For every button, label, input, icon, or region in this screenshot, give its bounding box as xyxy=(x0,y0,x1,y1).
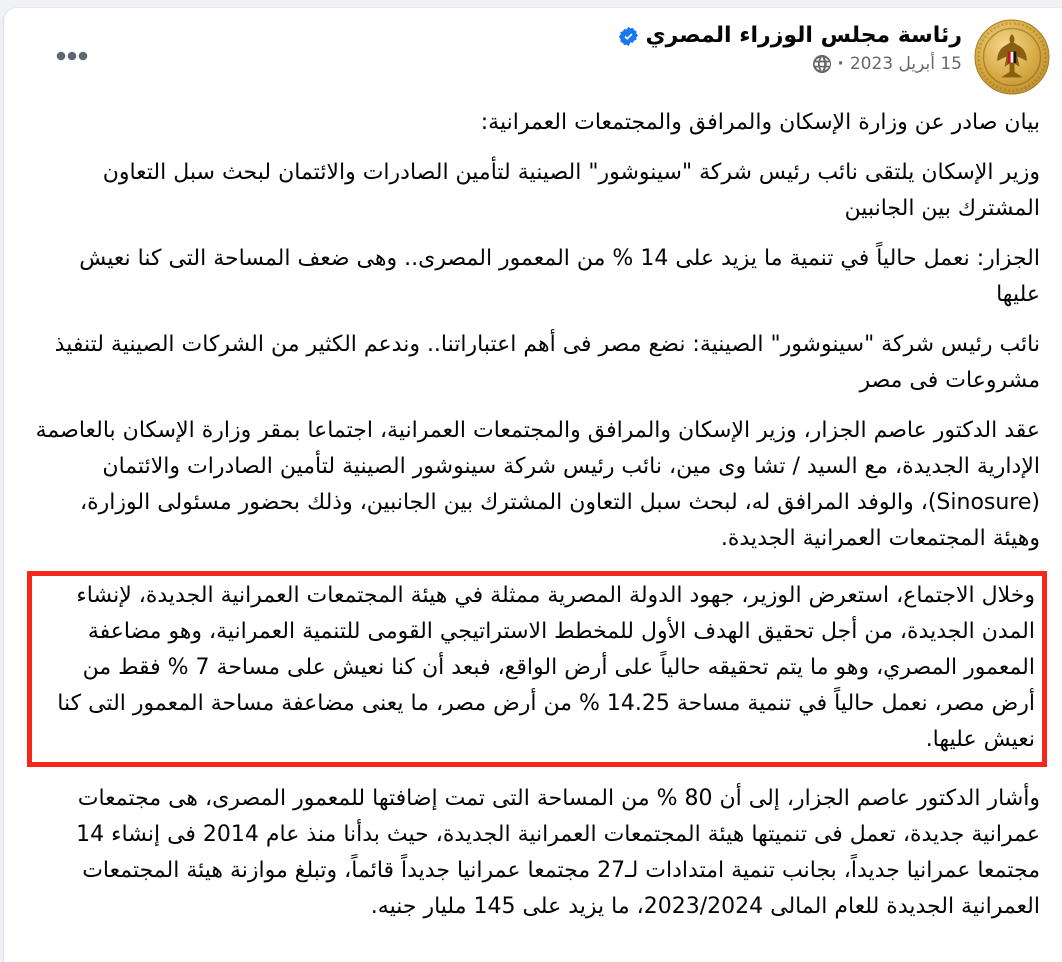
post-timestamp[interactable]: 15 أبريل 2023 xyxy=(849,53,962,74)
post-paragraph: نائب رئيس شركة "سينوشور" الصينية: نضع مصر فى أهم اعتباراتنا.. وندعم الكثير من الشركات الصينية لتنفيذ مشروعات فى مصر xyxy=(54,332,1040,393)
post-paragraph: وزير الإسكان يلتقى نائب رئيس شركة "سينوشور" الصينية لتأمين الصادرات والائتمان لبحث سبل التعاون المشترك بين الجانبين xyxy=(102,160,1040,221)
cabinet-emblem-icon xyxy=(974,19,1050,95)
more-options-icon xyxy=(56,51,88,61)
post-header xyxy=(4,8,1062,95)
highlighted-paragraph: وخلال الاجتماع، استعرض الوزير، جهود الدولة المصرية ممثلة في هيئة المجتمعات العمرانية الجديدة، لإنشاء المدن الجديدة، من أجل تحقيق الهدف الأول للمخطط الاستراتيجي القومى للتنمية العمرانية، وهو مضاعفة المعمور المصري، وهو ما يتم تحقيقه حالياً على أرض الواقع، فبعد أن كنا نعيش على مساحة 7 % فقط من أرض مصر، نعمل حالياً في تنمية مساحة 14.25 % من أرض مصر، ما يعنى مضاعفة مساحة المعمور التى كنا نعيش عليها. xyxy=(57,583,1035,752)
post-paragraph: وأشار الدكتور عاصم الجزار، إلى أن 80 % من المساحة التى تمت إضافتها للمعمور المصرى، هى مجتمعات عمرانية جديدة، تعمل فى تنميتها هيئة المجتمعات العمرانية الجديدة، حيث بدأنا منذ عام 2014 فى إنشاء 14 مجتمعا عمرانيا جديداً، بجانب تنمية امتدادات لـ27 مجتمعا عمرانيا جديداً قائماً، وتبلغ موازنة هيئة المجتمعات العمرانية الجديدة للعام المالى 2023/2024، ما يزيد على 145 مليار جنيه. xyxy=(76,786,1040,919)
highlight-box xyxy=(27,571,1047,767)
verified-badge-icon xyxy=(618,26,639,47)
post-paragraph: الجزار: نعمل حالياً في تنمية ما يزيد على 14 % من المعمور المصرى.. وهى ضعف المساحة التى كنا نعيش عليها xyxy=(79,246,1040,307)
header-text xyxy=(618,19,963,74)
page-name[interactable]: رئاسة مجلس الوزراء المصري xyxy=(645,23,962,48)
page-avatar[interactable] xyxy=(974,19,1050,95)
post-body xyxy=(4,95,1062,959)
date-row xyxy=(618,54,963,74)
globe-icon xyxy=(813,55,831,73)
post-paragraph: عقد الدكتور عاصم الجزار، وزير الإسكان والمرافق والمجتمعات العمرانية، اجتماعا بمقر وزارة الإسكان بالعاصمة الإدارية الجديدة، مع السيد / تشا وى مين، نائب رئيس شركة سينوشور الصينية لتأمين الصادرات والائتمان (Sinosure)، والوفد المرافق له، لبحث سبل التعاون المشترك بين الجانبين، وذلك بحضور مسئولى الوزارة، وهيئة المجتمعات العمرانية الجديدة. xyxy=(35,418,1040,551)
post-paragraph: بيان صادر عن وزارة الإسكان والمرافق والمجتمعات العمرانية: xyxy=(480,110,1040,135)
name-row xyxy=(618,22,963,50)
dot-separator: · xyxy=(837,53,844,74)
more-options-button[interactable] xyxy=(54,43,90,69)
post-card xyxy=(3,7,1062,962)
